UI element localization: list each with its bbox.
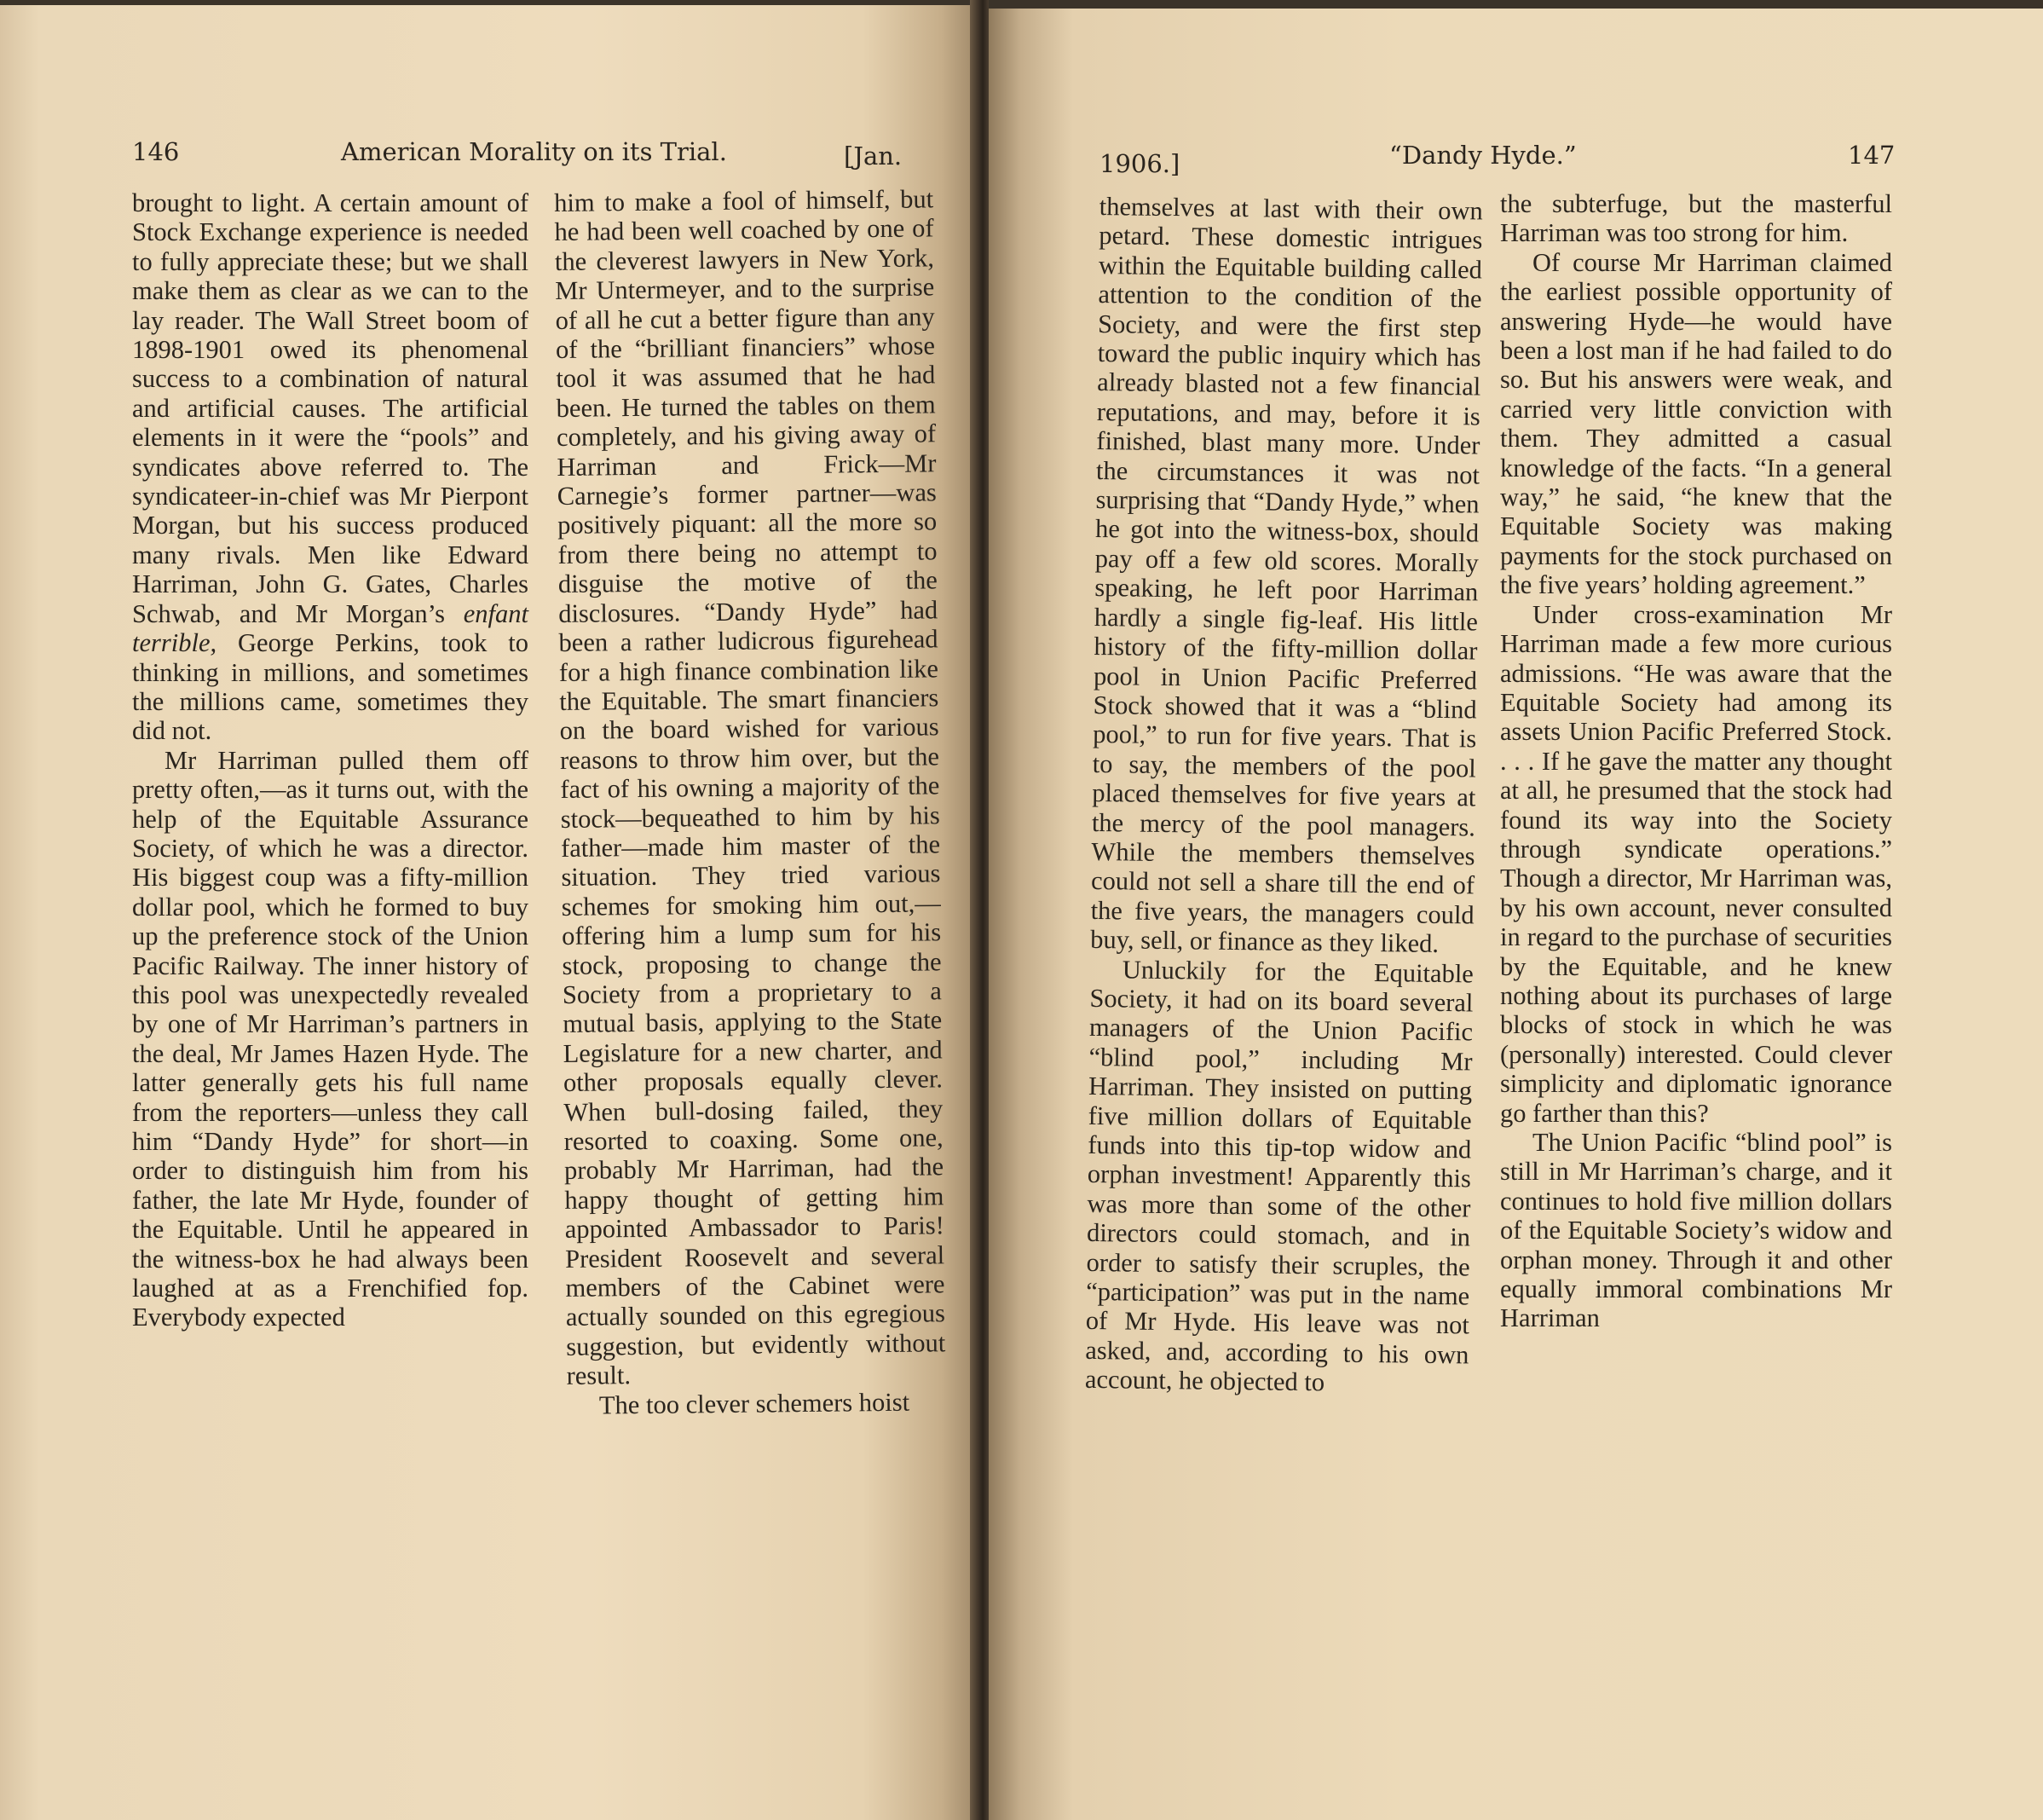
page-number-left: 146 xyxy=(132,137,180,166)
left-column-2 xyxy=(554,184,946,1420)
paragraph: Under cross-examination Mr Harriman made a few more curious admissions. “He was aware that the Equitable Society had among its assets Union Pacific Preferred Stock. . . . If he gave the matter any thought at all, he presumed that the stock had found its way into the Society through syndicate operations.” Though a director, Mr Harriman was, by his own account, never consulted in regard to the purchase of securities by the Equitable, and he knew nothing about its purchases of large blocks of stock in which he was (personally) interested. Could clever simplicity and diplomatic ignorance go farther than this? xyxy=(1500,599,1892,1128)
running-date-right: 1906.] xyxy=(1099,149,1180,178)
right-column-1 xyxy=(1085,192,1483,1399)
running-title-right: “Dandy Hyde.” xyxy=(1389,141,1577,170)
running-date-left: [Jan. xyxy=(844,142,903,170)
running-title-left: American Morality on its Trial. xyxy=(341,137,727,166)
paragraph: him to make a fool of himself, but he had been well coached by one of the cleverest lawyers in New York, Mr Untermeyer, and to the surprise of all he cut a better figure than any of the “brilliant financiers” whose tool it was assumed that he had been. He turned the tables on them completely, and his giving away of Harriman and Frick—Mr Carnegie’s former partner—was positively piquant: all the more so from there being no attempt to disguise the motive of the disclosures. “Dandy Hyde” had been a rather ludicrous figurehead for a high finance combination like the Equitable. The smart financiers on the board wished for various reasons to throw him over, but the fact of his owning a majority of the stock—bequeathed to him by his father—made him master of the situation. They tried various schemes for smoking him out,—offering him a lump sum for his stock, proposing to change the Society from a proprietary to a mutual basis, applying to the State Legislature for a new charter, and other proposals equally clever. When bull-dosing failed, they resorted to coaxing. Some one, probably Mr Harriman, had the happy thought of getting him appointed Ambassador to Paris! President Roosevelt and several members of the Cabinet were actually sounded on this egregious suggestion, but evidently without result. xyxy=(554,184,946,1391)
paragraph: the subterfuge, but the masterful Harriman was too strong for him. xyxy=(1500,189,1892,248)
italic-phrase: enfant terrible, xyxy=(132,598,529,658)
right-page xyxy=(989,0,2043,1820)
paragraph: Mr Harriman pulled them off pretty often,—as it turns out, with the help of the Equitable Assurance Society, of which he was a director. His biggest coup was a fifty-million dollar pool, which he formed to buy up the preference stock of the Union Pacific Railway. The inner history of this pool was unexpectedly revealed by one of Mr Harriman’s partners in the deal, Mr James Hazen Hyde. The latter generally gets his full name from the reporters—unless they call him “Dandy Hyde” for short—in order to distinguish him from his father, the late Mr Hyde, founder of the Equitable. Until he appeared in the witness-box he had always been laughed at as a Frenchified fop. Everybody expected xyxy=(132,745,528,1332)
paragraph: brought to light. A certain amount of Stock Exchange experience is needed to fully appreciate these; but we shall make them as clear as we can to the lay reader. The Wall Street boom of 1898-1901 owed its phenomenal success to a combination of natural and artificial causes. The artificial elements in it were the “pools” and syndicates above referred to. The syndicateer-in-chief was Mr Pierpont Morgan, but his success produced many rivals. Men like Edward Harriman, John G. Gates, Charles Schwab, and Mr Morgan’s enfant terrible, George Perkins, took to thinking in millions, and sometimes the millions came, sometimes they did not. xyxy=(132,188,529,746)
page-number-right: 147 xyxy=(1848,141,1896,170)
right-column-2 xyxy=(1500,189,1892,1333)
paragraph: themselves at last with their own petard. These domestic intrigues within the Equitable building called attention to the condition of the Society, and were the first step toward the public inquiry which has already blasted not a few financial reputations, and may, before it is finished, blast many more. Under the circumstances it was not surprising that “Dandy Hyde,” when he got into the witness-box, should pay off a few old scores. Morally speaking, he left poor Harriman hardly a single fig-leaf. His little history of the fifty-million dollar pool in Union Pacific Preferred Stock showed that it was a “blind pool,” to run for five years. That is to say, the members of the pool placed themselves for five years at the mercy of the pool managers. While the members themselves could not sell a share till the end of the five years, the managers could buy, sell, or finance as they liked. xyxy=(1090,192,1483,959)
paragraph: The Union Pacific “blind pool” is still in Mr Harriman’s charge, and it continues to hold five million dollars of the Equitable Society’s widow and orphan money. Through it and other equally immoral combinations Mr Harriman xyxy=(1500,1128,1892,1333)
left-column-1 xyxy=(132,188,528,1332)
left-page xyxy=(0,0,980,1820)
paragraph: The too clever schemers hoist xyxy=(598,1387,910,1420)
paragraph: Of course Mr Harriman claimed the earliest possible opportunity of answering Hyde—he would have been a lost man if he had failed to do so. But his answers were weak, and carried very little conviction with them. They admitted a casual knowledge of the facts. “In a general way,” he said, “he knew that the Equitable Society was making payments for the stock purchased on the five years’ holding agreement.” xyxy=(1500,247,1892,600)
paragraph: Unluckily for the Equitable Society, it had on its board several managers of the Union Pacific “blind pool,” including Mr Harriman. They insisted on putting five million dollars of Equitable funds into this tip-top widow and orphan investment! Apparently this was more than some of the other directors could stomach, and in order to satisfy their scruples, the “participation” was put in the name of Mr Hyde. His leave was not asked, and, according to his own account, he objected to xyxy=(1084,954,1475,1397)
